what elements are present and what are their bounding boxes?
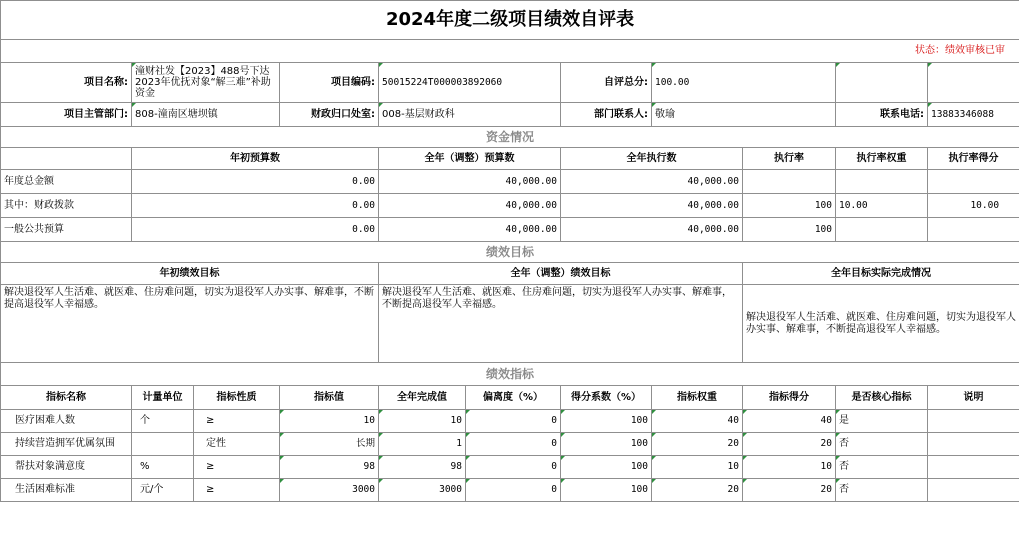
ind-deviation: 0 (466, 456, 561, 479)
ind-header-weight: 指标权重 (652, 386, 743, 410)
ind-unit: 个 (132, 410, 194, 433)
self-score-value: 100.00 (652, 63, 836, 103)
ind-header-unit: 计量单位 (132, 386, 194, 410)
table-row (1, 479, 1019, 502)
funds-rate (743, 170, 836, 194)
finance-dept-value: 008-基层财政科 (379, 103, 561, 127)
ind-weight: 20 (652, 433, 743, 456)
ind-target: 3000 (280, 479, 379, 502)
ind-header-coef: 得分系数（%） (561, 386, 652, 410)
funds-rate: 100 (743, 194, 836, 218)
funds-score (928, 170, 1019, 194)
funds-score: 10.00 (928, 194, 1019, 218)
ind-header-nature: 指标性质 (194, 386, 280, 410)
ind-header-target: 指标值 (280, 386, 379, 410)
ind-header-actual: 全年完成值 (379, 386, 466, 410)
funds-adjusted: 40,000.00 (379, 170, 561, 194)
funds-initial: 0.00 (132, 194, 379, 218)
ind-header-core: 是否核心指标 (836, 386, 928, 410)
status-badge: 状态：绩效审核已审 (1, 40, 1019, 63)
project-code-value: 50015224T000003892060 (379, 63, 561, 103)
ind-note (928, 410, 1019, 433)
ind-name: 帮扶对象满意度 (1, 456, 132, 479)
ind-deviation: 0 (466, 479, 561, 502)
ind-core: 否 (836, 456, 928, 479)
ind-nature: ≥ (194, 456, 280, 479)
ind-actual: 3000 (379, 479, 466, 502)
funds-adjusted: 40,000.00 (379, 218, 561, 242)
funds-initial: 0.00 (132, 170, 379, 194)
goal-initial-text: 解决退役军人生活难、就医难、住房难问题，切实为退役军人办实事、解难事，不断提高退役军人幸福感。 (1, 285, 379, 363)
ind-header-score: 指标得分 (743, 386, 836, 410)
ind-name: 医疗困难人数 (1, 410, 132, 433)
ind-name: 生活困难标准 (1, 479, 132, 502)
funds-section-title: 资金情况 (1, 127, 1019, 148)
goal-adjusted-text: 解决退役军人生活难、就医难、住房难问题，切实为退役军人办实事、解难事，不断提高退役军人幸福感。 (379, 285, 743, 363)
empty-cell (1, 148, 132, 170)
ind-header-name: 指标名称 (1, 386, 132, 410)
funds-executed: 40,000.00 (561, 194, 743, 218)
contact-value: 敬瑜 (652, 103, 836, 127)
phone-value: 13883346088 (928, 103, 1019, 127)
funds-header-executed: 全年执行数 (561, 148, 743, 170)
ind-actual: 98 (379, 456, 466, 479)
funds-row-label: 其中：财政拨款 (1, 194, 132, 218)
funds-score (928, 218, 1019, 242)
ind-unit (132, 433, 194, 456)
table-row (1, 218, 1019, 242)
ind-weight: 10 (652, 456, 743, 479)
project-code-label: 项目编码: (280, 63, 379, 103)
ind-unit: 元/个 (132, 479, 194, 502)
dept-label: 项目主管部门: (1, 103, 132, 127)
ind-target: 10 (280, 410, 379, 433)
page-title: 2024年度二级项目绩效自评表 (1, 1, 1019, 40)
goal-actual-text: 解决退役军人生活难、就医难、住房难问题，切实为退役军人办实事、解难事，不断提高退役军人幸福感。 (743, 285, 1019, 363)
funds-row-label: 一般公共预算 (1, 218, 132, 242)
ind-deviation: 0 (466, 433, 561, 456)
goals-header-initial: 年初绩效目标 (1, 263, 379, 285)
empty-cell (836, 63, 928, 103)
funds-row-label: 年度总金额 (1, 170, 132, 194)
ind-weight: 40 (652, 410, 743, 433)
goals-header-adjusted: 全年（调整）绩效目标 (379, 263, 743, 285)
ind-note (928, 433, 1019, 456)
funds-header-initial: 年初预算数 (132, 148, 379, 170)
funds-rate: 100 (743, 218, 836, 242)
ind-weight: 20 (652, 479, 743, 502)
indicators-section-title: 绩效指标 (1, 363, 1019, 386)
ind-score: 20 (743, 433, 836, 456)
ind-core: 是 (836, 410, 928, 433)
ind-coef: 100 (561, 456, 652, 479)
funds-header-weight: 执行率权重 (836, 148, 928, 170)
ind-header-deviation: 偏离度（%） (466, 386, 561, 410)
dept-value: 808-潼南区塘坝镇 (132, 103, 280, 127)
ind-score: 40 (743, 410, 836, 433)
project-name-value: 潼财社发【2023】488号下达2023年优抚对象“解三难”补助资金 (132, 63, 280, 103)
phone-label: 联系电话: (836, 103, 928, 127)
ind-note (928, 456, 1019, 479)
funds-executed: 40,000.00 (561, 218, 743, 242)
ind-actual: 1 (379, 433, 466, 456)
ind-score: 10 (743, 456, 836, 479)
ind-coef: 100 (561, 410, 652, 433)
table-row (1, 410, 1019, 433)
table-row (1, 433, 1019, 456)
contact-label: 部门联系人: (561, 103, 652, 127)
ind-name: 持续营造拥军优属氛围 (1, 433, 132, 456)
ind-score: 20 (743, 479, 836, 502)
funds-weight (836, 170, 928, 194)
ind-target: 长期 (280, 433, 379, 456)
ind-core: 否 (836, 479, 928, 502)
goals-header-actual: 全年目标实际完成情况 (743, 263, 1019, 285)
ind-coef: 100 (561, 433, 652, 456)
funds-initial: 0.00 (132, 218, 379, 242)
table-row (1, 456, 1019, 479)
funds-header-rate: 执行率 (743, 148, 836, 170)
ind-target: 98 (280, 456, 379, 479)
ind-note (928, 479, 1019, 502)
ind-unit: % (132, 456, 194, 479)
funds-weight (836, 218, 928, 242)
empty-cell (928, 63, 1019, 103)
table-row (1, 194, 1019, 218)
funds-header-adjusted: 全年（调整）预算数 (379, 148, 561, 170)
ind-actual: 10 (379, 410, 466, 433)
table-row (1, 170, 1019, 194)
ind-core: 否 (836, 433, 928, 456)
funds-executed: 40,000.00 (561, 170, 743, 194)
goals-section-title: 绩效目标 (1, 242, 1019, 263)
ind-nature: 定性 (194, 433, 280, 456)
project-name-label: 项目名称: (1, 63, 132, 103)
funds-adjusted: 40,000.00 (379, 194, 561, 218)
finance-dept-label: 财政归口处室: (280, 103, 379, 127)
ind-header-note: 说明 (928, 386, 1019, 410)
funds-header-score: 执行率得分 (928, 148, 1019, 170)
funds-weight: 10.00 (836, 194, 928, 218)
ind-deviation: 0 (466, 410, 561, 433)
ind-coef: 100 (561, 479, 652, 502)
self-score-label: 自评总分: (561, 63, 652, 103)
ind-nature: ≥ (194, 479, 280, 502)
ind-nature: ≥ (194, 410, 280, 433)
